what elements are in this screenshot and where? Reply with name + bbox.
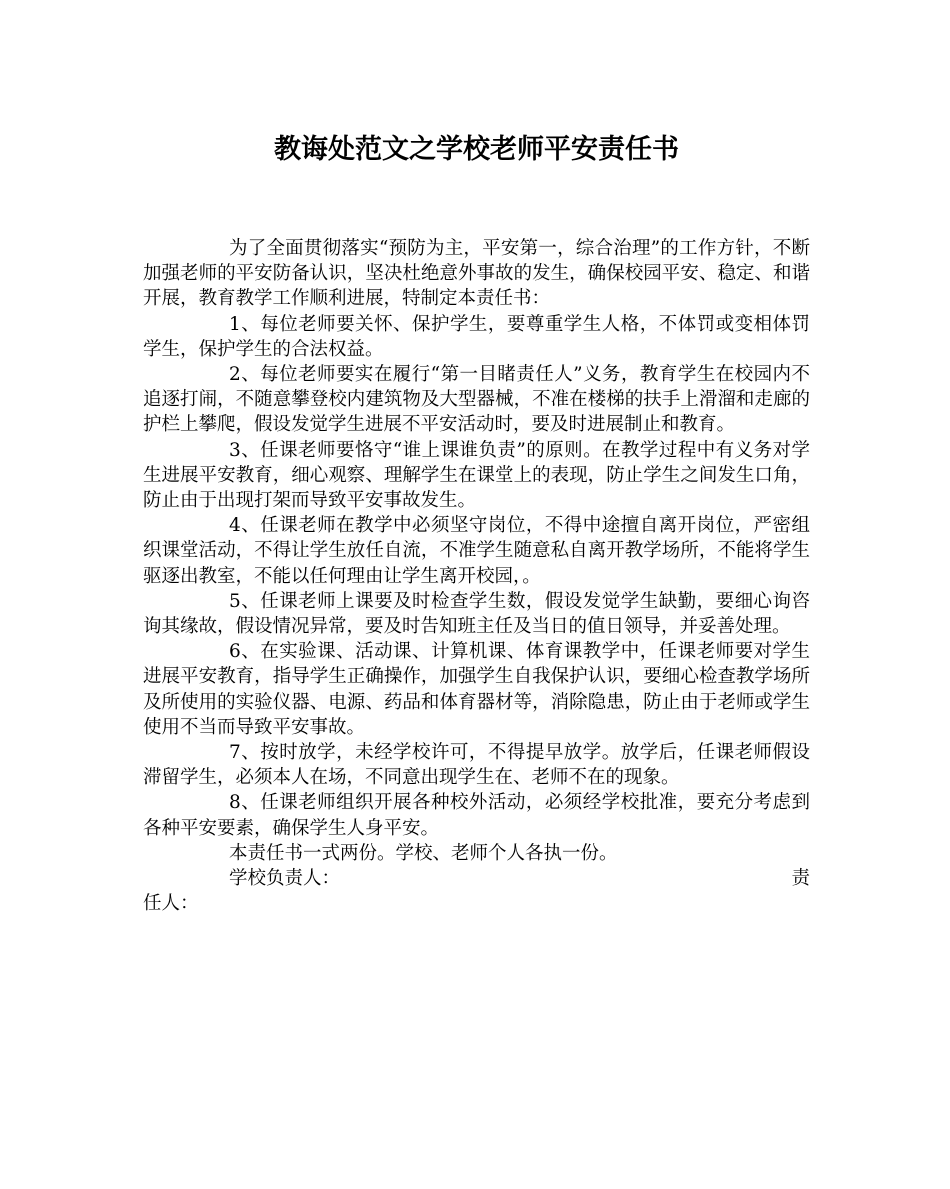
copies-paragraph: 本责任书一式两份。学校、老师个人各执一份。 xyxy=(229,842,618,864)
intro-paragraph: 为了全面贯彻落实“预防为主，平安第一，综合治理”的工作方针，不断加强老师的平安防备认识，坚决杜绝意外事故的发生，确保校园平安、稳定、和谐开展，教育教学工作顺利进展，特制定本责任书： xyxy=(143,238,810,310)
school-signatory-label: 学校负责人： xyxy=(229,868,341,890)
responsible-person-label-start: 责 xyxy=(791,868,810,890)
document-body xyxy=(143,236,810,916)
document-title: 教诲处范文之学校老师平安责任书 xyxy=(274,134,679,165)
clause-3-paragraph: 3、任课老师要恪守“谁上课谁负责”的原则。在教学过程中有义务对学生进展平安教育，细心观察、理解学生在课堂上的表现，防止学生之间发生口角，防止由于出现打架而导致平安事故发生。 xyxy=(143,439,810,512)
signature-line xyxy=(143,866,810,891)
clause-5-paragraph: 5、任课老师上课要及时检查学生数，假设发觉学生缺勤，要细心询咨询其缘故，假设情况异常，要及时告知班主任及当日的值日领导，并妥善处理。 xyxy=(143,590,810,638)
responsible-person-label-end: 任人： xyxy=(143,893,199,915)
clause-4-paragraph: 4、任课老师在教学中必须坚守岗位，不得中途擅自离开岗位，严密组织课堂活动，不得让学生放任自流，不准学生随意私自离开教学场所，不能将学生驱逐出教室，不能以任何理由让学生离开校园，。 xyxy=(143,515,810,587)
clause-8-paragraph: 8、任课老师组织开展各种校外活动，必须经学校批准，要充分考虑到各种平安要素，确保学生人身平安。 xyxy=(143,792,810,839)
clause-2-paragraph: 2、每位老师要实在履行“第一目睹责任人”义务，教育学生在校园内不追逐打闹，不随意攀登校内建筑物及大型器械，不准在楼梯的扶手上滑溜和走廊的护栏上攀爬，假设发觉学生进展不平安活动时，要及时进展制止和教育。 xyxy=(143,364,810,436)
clause-1-paragraph: 1、每位老师要关怀、保护学生，要尊重学生人格，不体罚或变相体罚学生，保护学生的合法权益。 xyxy=(143,313,810,360)
clause-7-paragraph: 7、按时放学，未经学校许可，不得提早放学。放学后，任课老师假设滞留学生，必须本人在场，不同意出现学生在、老师不在的现象。 xyxy=(143,742,810,789)
clause-6-paragraph: 6、在实验课、活动课、计算机课、体育课教学中，任课老师要对学生进展平安教育，指导学生正确操作，加强学生自我保护认识，要细心检查教学场所及所使用的实验仪器、电源、药品和体育器材等，消除隐患，防止由于老师或学生使用不当而导致平安事故。 xyxy=(143,641,810,738)
